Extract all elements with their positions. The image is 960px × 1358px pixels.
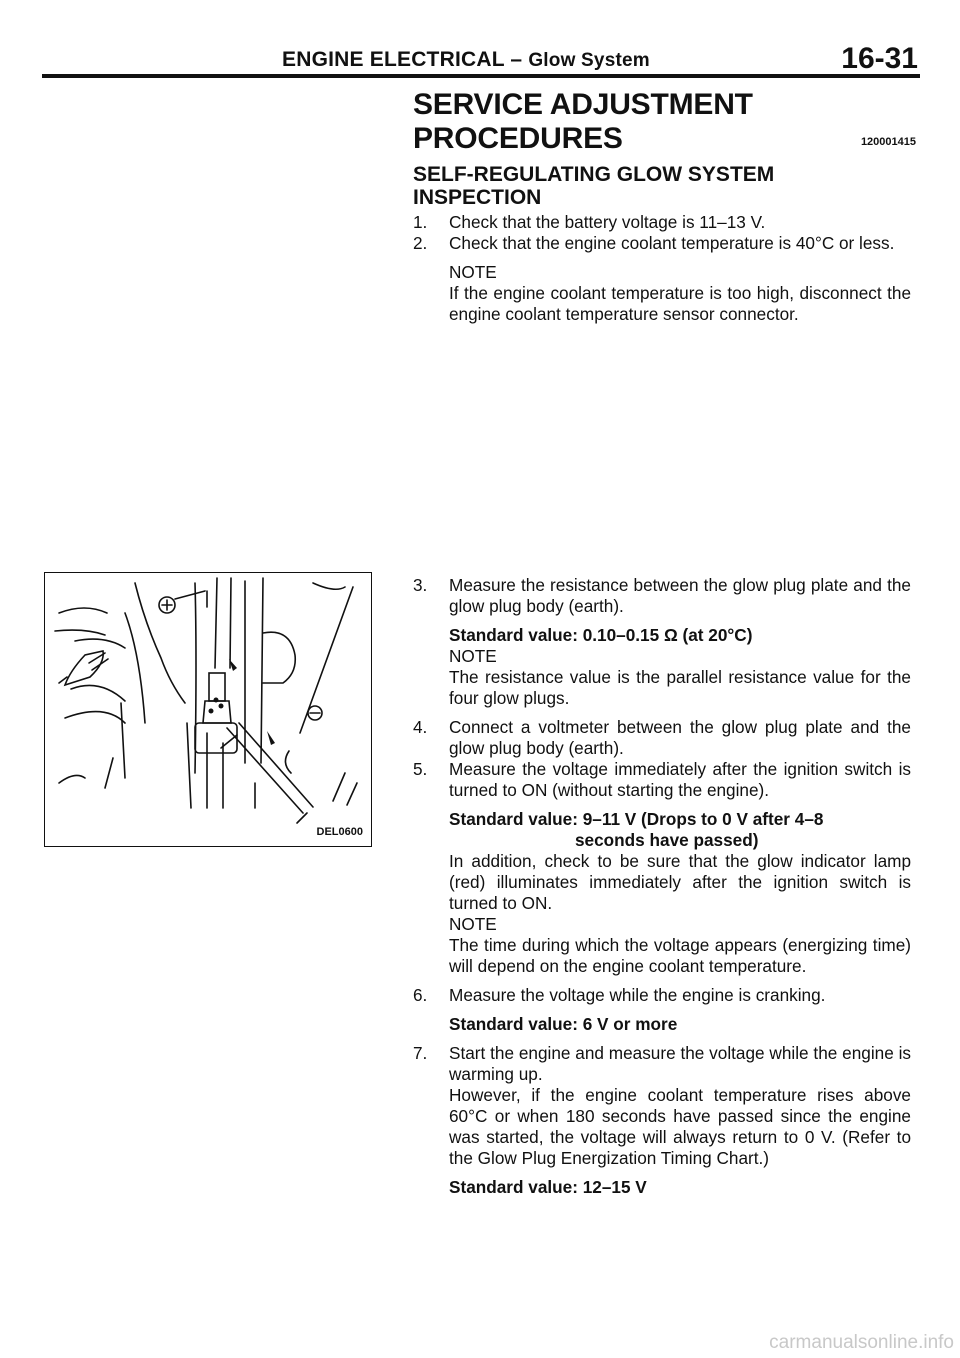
step-3-details bbox=[413, 625, 911, 709]
step-text: Check that the battery voltage is 11–13 V. bbox=[449, 212, 766, 232]
main-title: SERVICE ADJUSTMENT PROCEDURES bbox=[413, 88, 753, 155]
section-title-line2: INSPECTION bbox=[413, 186, 542, 209]
step-text: Check that the engine coolant temperature is 40°C or less. bbox=[449, 233, 895, 253]
note-label: NOTE bbox=[449, 262, 497, 282]
step-text: Measure the resistance between the glow plug plate and the glow plug body (earth). bbox=[449, 575, 911, 616]
note-text: The resistance value is the parallel resistance value for the four glow plugs. bbox=[449, 667, 911, 708]
step-number: 3. bbox=[413, 575, 428, 595]
step-6 bbox=[413, 985, 911, 1006]
step-2-note bbox=[413, 262, 911, 325]
step-number: 7. bbox=[413, 1043, 428, 1063]
step-text: Measure the voltage immediately after the ignition switch is turned to ON (without starting the engine). bbox=[449, 759, 911, 800]
step-text-cont: However, if the engine coolant temperature rises above 60°C or when 180 seconds have passed since the engine was started, the voltage will always return to 0 V. (Refer to the Glow Plug Energization Timing Chart.) bbox=[449, 1085, 911, 1168]
step-number: 5. bbox=[413, 759, 428, 779]
standard-value: Standard value: 0.10–0.15 Ω (at 20°C) bbox=[449, 625, 753, 645]
step-1 bbox=[413, 212, 911, 233]
page-header bbox=[42, 44, 920, 78]
glow-plug-illustration bbox=[45, 573, 371, 846]
site-watermark: carmanualsonline.info bbox=[769, 1332, 954, 1353]
note-label: NOTE bbox=[449, 646, 497, 666]
step-text: Start the engine and measure the voltage while the engine is warming up. bbox=[449, 1043, 911, 1084]
section-title bbox=[413, 163, 774, 209]
note-text: If the engine coolant temperature is too high, disconnect the engine coolant temperature sensor connector. bbox=[449, 283, 911, 324]
addition-text: In addition, check to be sure that the glow indicator lamp (red) illuminates immediately after the ignition switch is turned to ON. bbox=[449, 851, 911, 913]
step-6-details bbox=[413, 1014, 911, 1035]
step-text: Connect a voltmeter between the glow plug plate and the glow plug body (earth). bbox=[449, 717, 911, 758]
step-number: 2. bbox=[413, 233, 428, 253]
step-number: 4. bbox=[413, 717, 428, 737]
step-number: 1. bbox=[413, 212, 428, 232]
standard-value: Standard value: 6 V or more bbox=[449, 1014, 678, 1034]
step-3 bbox=[413, 575, 911, 617]
step-7 bbox=[413, 1043, 911, 1169]
step-5 bbox=[413, 759, 911, 801]
header-subsection: Glow System bbox=[528, 50, 650, 71]
glow-plug-figure bbox=[44, 572, 372, 847]
step-number: 6. bbox=[413, 985, 428, 1005]
standard-value-cont: seconds have passed) bbox=[575, 830, 759, 850]
step-7-details bbox=[413, 1177, 911, 1198]
figure-code: DEL0600 bbox=[316, 826, 363, 838]
header-title bbox=[282, 48, 650, 72]
note-label: NOTE bbox=[449, 914, 497, 934]
step-2 bbox=[413, 233, 911, 254]
page-number: 16-31 bbox=[841, 42, 918, 75]
section-title-line1: SELF-REGULATING GLOW SYSTEM bbox=[413, 163, 775, 186]
steps-block-top bbox=[413, 212, 911, 325]
step-4 bbox=[413, 717, 911, 759]
doc-code: 120001415 bbox=[860, 136, 916, 148]
standard-value: Standard value: 9–11 V (Drops to 0 V after 4–8 bbox=[449, 809, 824, 829]
note-text: The time during which the voltage appears (energizing time) will depend on the engine coolant temperature. bbox=[449, 935, 911, 976]
standard-value: Standard value: 12–15 V bbox=[449, 1177, 647, 1197]
header-section: ENGINE ELECTRICAL – bbox=[282, 48, 523, 71]
steps-block-bottom bbox=[413, 575, 911, 1198]
step-5-details bbox=[413, 809, 911, 977]
step-text: Measure the voltage while the engine is cranking. bbox=[449, 985, 826, 1005]
